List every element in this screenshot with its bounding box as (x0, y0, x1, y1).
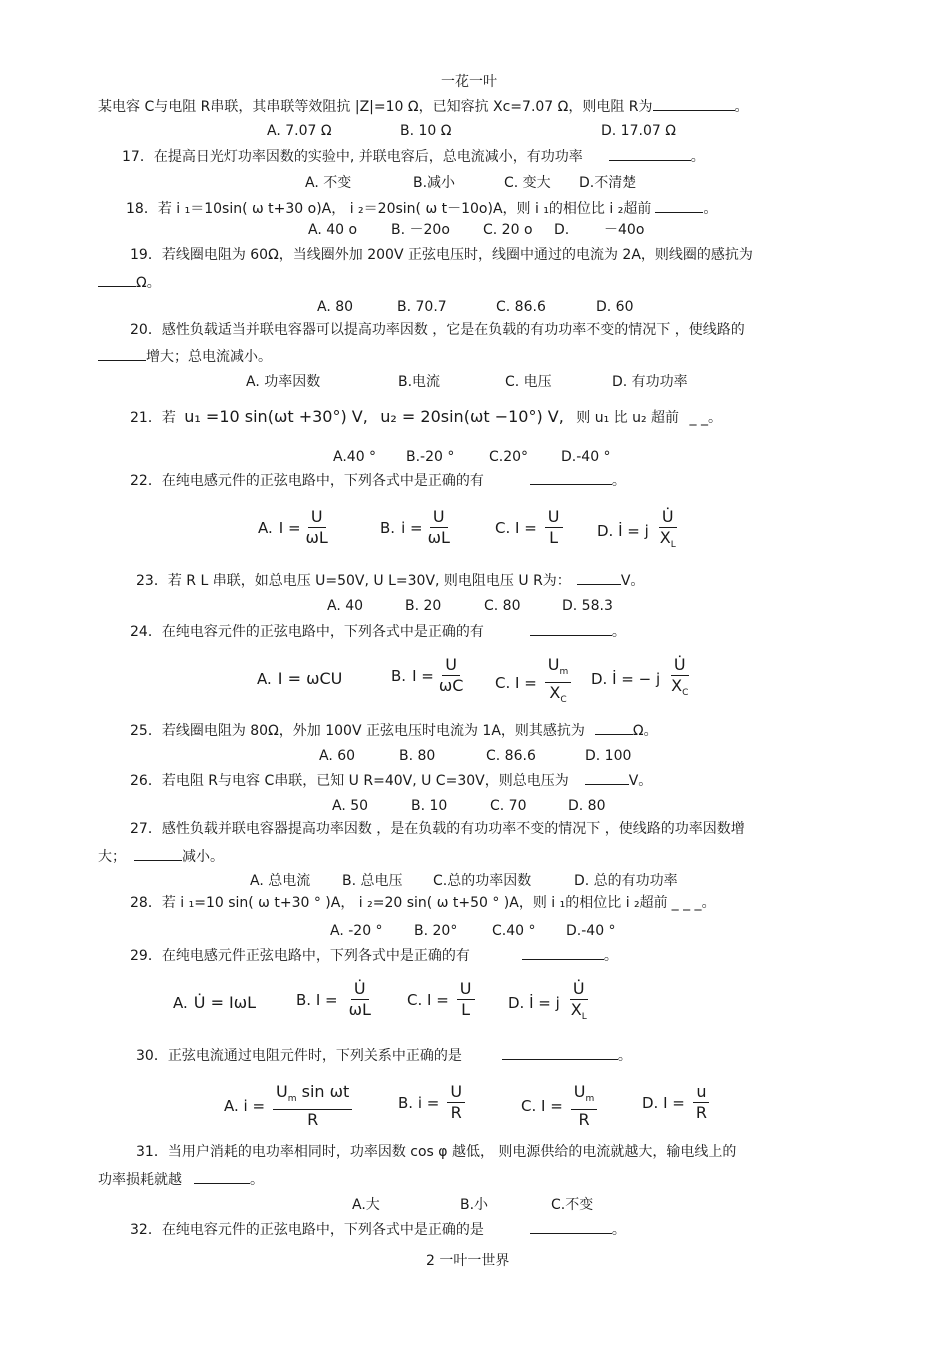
question-25: 25．若线圈电阻为 80Ω，外加 100V 正弦电压时电流为 1A，则其感抗为 Ω。 (130, 720, 658, 740)
question-21: 21．若 u₁ =10 sin(ωt +30°) V, u₂ = 20sin(ωt −10°) V, 则 u₁ 比 u₂ 超前 _ _。 (130, 407, 722, 426)
q19-option-a: A. 80 (317, 299, 354, 315)
q23-option-c: C. 80 (484, 598, 521, 614)
answer-blank[interactable] (530, 1219, 612, 1234)
q25-option-a: A. 60 (319, 748, 356, 764)
answer-blank[interactable] (134, 846, 182, 861)
question-30: 30．正弦电流通过电阻元件时，下列关系中正确的是 。 (136, 1045, 632, 1065)
question-29-stem: 29．在纯电感元件正弦电路中，下列各式中是正确的有 (130, 948, 470, 964)
q16-option-a: A. 7.07 Ω (267, 123, 332, 139)
question-17: 17．在提高日光灯功率因数的实验中, 并联电容后，总电流减小，有功功率 。 (122, 146, 705, 166)
q21-option-c: C.20° (489, 449, 529, 465)
q16-option-b: B. 10 Ω (400, 123, 452, 139)
q22-option-b: B. i = $\frac{U}{\omega L}$ (380, 507, 450, 547)
question-22-stem: 22．在纯电感元件的正弦电路中，下列各式中是正确的有 (130, 473, 484, 489)
q25-option-b: B. 80 (399, 748, 436, 764)
page-footer: 2 一叶一世界 (426, 1253, 510, 1269)
answer-blank[interactable]: _ _ _ (671, 895, 702, 911)
question-31: 31．当用户消耗的电功率相同时，功率因数 cos φ 越低， 则电源供给的电流就越大，输电线上的 (136, 1144, 737, 1160)
q17-option-c: C. 变大 (504, 175, 551, 191)
q25-option-c: C. 86.6 (486, 748, 536, 764)
answer-blank[interactable] (655, 198, 703, 213)
question-26: 26．若电阻 R与电容 C串联，已知 U R=40V, U C=30V，则总电压为 V。 (130, 770, 652, 790)
q21-option-d: D.-40 ° (561, 449, 611, 465)
question-19: 19．若线圈电阻为 60Ω，当线圈外加 200V 正弦电压时，线圈中通过的电流为 2A，则线圈的感抗为 (130, 247, 753, 263)
question-24: 24．在纯电容元件的正弦电路中，下列各式中是正确的有 。 (130, 621, 626, 641)
q29-option-c: C. I = $\frac{U}{L}$ (407, 980, 477, 1019)
q23-option-b: B. 20 (405, 598, 442, 614)
q28-option-c: C.40 ° (492, 923, 536, 939)
answer-blank[interactable] (653, 96, 735, 111)
question-27-line2: 大； 减小。 (98, 846, 224, 866)
q21-option-a: A.40 ° (333, 449, 377, 465)
q17-option-a: A. 不变 (305, 175, 352, 191)
q19-option-c: C. 86.6 (496, 299, 546, 315)
q20-option-c: C. 电压 (505, 374, 552, 390)
q20-option-d: D. 有功功率 (612, 374, 688, 390)
q17-option-b: B.减小 (413, 175, 456, 191)
answer-blank[interactable] (194, 1169, 250, 1184)
question-16: 某电容 C与电阻 R串联，其串联等效阻抗 |Z|=10 Ω，已知容抗 Xc=7.07 Ω，则电阻 R为 。 (98, 96, 749, 116)
q28-option-d: D.-40 ° (566, 923, 616, 939)
question-32-stem: 32．在纯电容元件的正弦电路中，下列各式中是正确的是 (130, 1222, 484, 1238)
answer-blank[interactable] (595, 720, 633, 735)
question-29: 29．在纯电感元件正弦电路中，下列各式中是正确的有 。 (130, 945, 618, 965)
question-23: 23．若 R L 串联，如总电压 U=50V, U L=30V, 则电阻电压 U R为： V。 (136, 570, 644, 590)
question-26-stem: 26．若电阻 R与电容 C串联，已知 U R=40V, U C=30V，则总电压为 (130, 773, 569, 789)
formula-u2: u₂ = 20sin(ωt −10°) V, (380, 407, 564, 426)
question-30-stem: 30．正弦电流通过电阻元件时，下列关系中正确的是 (136, 1048, 462, 1064)
answer-blank[interactable] (98, 272, 136, 287)
q30-option-a: A. i = $\frac{U_m \sin \omega t}{R}$ (224, 1083, 354, 1129)
question-18-stem: 18．若 i ₁＝10sin( ω t+30 o)A， i ₂＝20sin( ω t－10o)A，则 i ₁的相位比 i ₂超前 (126, 201, 652, 217)
q28-option-b: B. 20° (414, 923, 458, 939)
q31-option-b: B.小 (460, 1197, 489, 1213)
q17-option-d: D.不清楚 (579, 175, 637, 191)
question-27: 27．感性负载并联电容器提高功率因数 ，是在负载的有功功率不变的情况下 ，使线路的功率因数增 (130, 821, 745, 837)
q22-option-c: C. I = $\frac{U}{L}$ (495, 508, 565, 547)
formula-u1: u₁ =10 sin(ωt +30°) V, (184, 407, 368, 426)
q24-option-a: A. I = ωCU (257, 669, 343, 688)
question-32: 32．在纯电容元件的正弦电路中，下列各式中是正确的是 。 (130, 1219, 626, 1239)
answer-blank[interactable] (577, 570, 621, 585)
q24-option-b: B. I = $\frac{U}{\omega C}$ (391, 655, 464, 695)
q28-option-a: A. -20 ° (330, 923, 383, 939)
q19-option-d: D. 60 (596, 299, 634, 315)
q18-option-c: C. 20 o (483, 222, 533, 238)
q22-option-a: A. I = $\frac{U}{\omega L}$ (258, 507, 328, 547)
q27-option-a: A. 总电流 (250, 873, 311, 889)
q25-option-d: D. 100 (585, 748, 632, 764)
answer-blank[interactable] (98, 346, 146, 361)
q27-option-c: C.总的功率因数 (433, 873, 532, 889)
answer-blank[interactable] (530, 470, 612, 485)
question-25-stem: 25．若线圈电阻为 80Ω，外加 100V 正弦电压时电流为 1A，则其感抗为 (130, 723, 585, 739)
q30-option-d: D. I = $\frac{u}{R}$ (642, 1083, 712, 1122)
question-23-stem: 23．若 R L 串联，如总电压 U=50V, U L=30V, 则电阻电压 U R为： (136, 573, 571, 589)
page-header: 一花一叶 (441, 74, 497, 90)
question-18: 18．若 i ₁＝10sin( ω t+30 o)A， i ₂＝20sin( ω t－10o)A，则 i ₁的相位比 i ₂超前 。 (126, 198, 717, 218)
q30-option-c: C. I = $\frac{U_m}{R}$ (521, 1083, 599, 1129)
question-20-line2: 增大；总电流减小。 (98, 346, 272, 366)
question-28: 28．若 i ₁=10 sin( ω t+30 ° )A， i ₂=20 sin( ω t+50 ° )A，则 i ₁的相位比 i ₂超前 _ _ _。 (130, 895, 716, 911)
q31-option-a: A.大 (352, 1197, 380, 1213)
answer-blank[interactable] (530, 621, 612, 636)
question-28-stem: 28．若 i ₁=10 sin( ω t+30 ° )A， i ₂=20 sin( ω t+50 ° )A，则 i ₁的相位比 i ₂超前 (130, 895, 668, 911)
q26-option-d: D. 80 (568, 798, 606, 814)
question-16-stem: 某电容 C与电阻 R串联，其串联等效阻抗 |Z|=10 Ω，已知容抗 Xc=7.07 Ω，则电阻 R为 (98, 99, 653, 115)
q27-option-d: D. 总的有功功率 (574, 873, 678, 889)
q29-option-b: B. I = $\frac{U̇}{\omega L}$ (296, 979, 371, 1019)
q18-option-d-value: －40o (604, 222, 645, 238)
q26-option-c: C. 70 (490, 798, 527, 814)
q26-option-a: A. 50 (332, 798, 369, 814)
q31-option-c: C.不变 (551, 1197, 594, 1213)
answer-blank[interactable]: _ _ (689, 410, 708, 426)
q23-option-a: A. 40 (327, 598, 364, 614)
answer-blank[interactable] (522, 945, 604, 960)
question-20: 20．感性负载适当并联电容器可以提高功率因数 ，它是在负载的有功功率不变的情况下 ，使线路的 (130, 322, 745, 338)
q24-option-d: D. İ = − j U̇ $X_C$ (591, 655, 689, 699)
question-17-stem: 17．在提高日光灯功率因数的实验中, 并联电容后，总电流减小，有功功率 (122, 149, 583, 165)
q23-option-d: D. 58.3 (562, 598, 613, 614)
question-31-line2: 功率损耗就越 。 (98, 1169, 264, 1189)
q21-option-b: B.-20 ° (406, 449, 455, 465)
answer-blank[interactable] (609, 146, 691, 161)
question-19-line2: Ω。 (98, 272, 161, 292)
q29-option-a: A. U̇ = IωL (173, 993, 257, 1012)
q18-option-d: D. (554, 222, 570, 238)
q30-option-b: B. i = $\frac{U}{R}$ (398, 1083, 467, 1122)
q27-option-b: B. 总电压 (342, 873, 403, 889)
q18-option-a: A. 40 o (308, 222, 358, 238)
answer-blank[interactable] (585, 770, 629, 785)
answer-blank[interactable] (502, 1045, 618, 1060)
q20-option-b: B.电流 (398, 374, 441, 390)
q24-option-c: C. I = $\frac{U_m}{X_C}$ (495, 656, 573, 709)
q20-option-a: A. 功率因数 (246, 374, 321, 390)
q18-option-b: B. －20o (391, 222, 450, 238)
q19-option-b: B. 70.7 (397, 299, 447, 315)
q26-option-b: B. 10 (411, 798, 448, 814)
q22-option-d: D. İ = j U̇ $X_L$ (597, 507, 676, 551)
q29-option-d: D. İ = j U̇ $X_L$ (508, 979, 587, 1023)
question-24-stem: 24．在纯电容元件的正弦电路中，下列各式中是正确的有 (130, 624, 484, 640)
q16-option-d: D. 17.07 Ω (601, 123, 676, 139)
question-22: 22．在纯电感元件的正弦电路中，下列各式中是正确的有 。 (130, 470, 626, 490)
